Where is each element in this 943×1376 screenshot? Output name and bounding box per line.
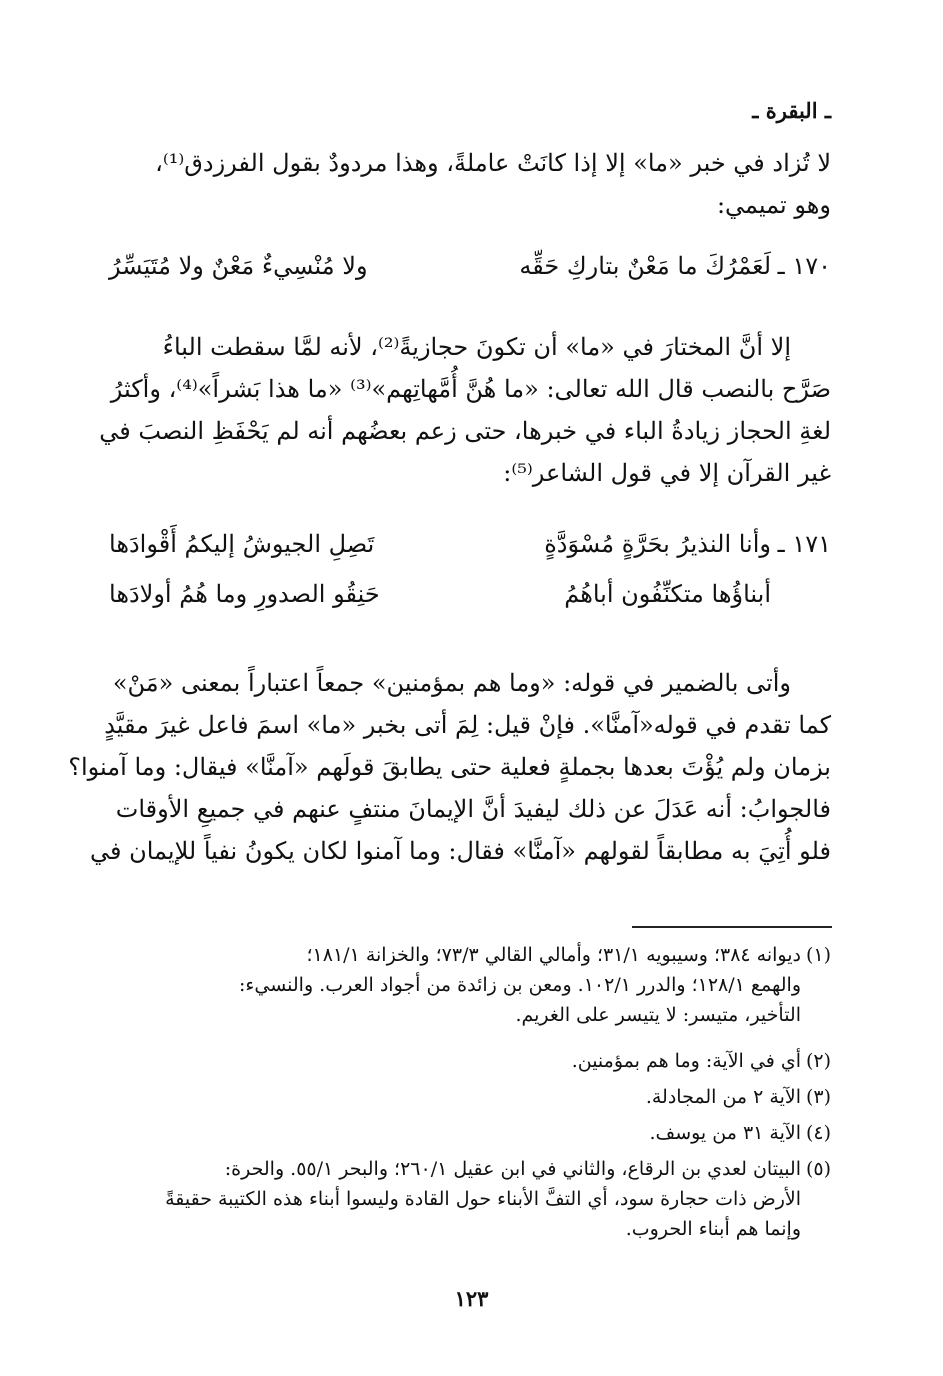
footnote-line: الآية ٢ من المجادلة. [645,1086,801,1108]
footnote-4 [109,1118,831,1148]
footnote-number: (٥) [805,1158,831,1180]
paragraph-line: لغةِ الحجاز زيادةُ الباء في خبرها، حتى زعم بعضُهم أنه لم يَحْفَظِ النصبَ في [99,417,831,445]
verse-170 [109,252,831,292]
page-number: ١٢٣ [454,1286,489,1311]
footnote-separator [632,926,832,928]
footnote-line: والهمع ١٢٨/١؛ والدرر ١٠٢/١. ومعن بن زائدة من أجواد العرب. والنسيء: [239,974,801,996]
paragraph-2 [99,326,831,494]
footnote-2 [109,1046,831,1076]
paragraph-line: وأتى بالضمير في قوله: «وما هم بمؤمنين» جمعاً اعتباراً بمعنى «مَنْ» [112,669,791,697]
footnote-line: الآية ٣١ من يوسف. [649,1122,801,1144]
footnote-line: البيتان لعدي بن الرقاع، والثاني في ابن عقيل ٢٦٠/١؛ والبحر ٥٥/١. والحرة: [224,1158,801,1180]
verse-hemistich-first: وأنا النذيرُ بحَرَّةٍ مُسْوَدَّةٍ [544,530,771,558]
footnote-number: (٢) [805,1050,831,1072]
footnote-line: وإنما هم أبناء الحروب. [625,1218,801,1240]
paragraph-line: بزمان ولم يُؤْتَ بعدها بجملةٍ فعلية حتى يطابقَ قولَهم «آمنَّا» فيقال: وما آمنوا؟ [68,753,831,781]
footnote-line: التأخير، متيسر: لا يتيسر على الغريم. [515,1004,801,1026]
paragraph-line: فلو أُتِيَ به مطابقاً لقولهم «آمنَّا» فقال: وما آمنوا لكان يكونُ نفياً للإيمان في [90,837,831,865]
footnote-number: (٤) [805,1122,831,1144]
verse-hemistich-second: ولا مُنْسِيءٌ مَعْنٌ ولا مُتَيَسِّرُ [109,252,368,280]
running-header: ـ البقرة ـ [752,98,831,123]
footnote-line: الأرض ذات حجارة سود، أي التفَّ الأبناء حول القادة وليسوا أبناء هذه الكتيبة حقيقةً [165,1188,801,1210]
verse-171-line-1 [109,530,831,570]
paragraph-line: لا تُزاد في خبر «ما» إلا إذا كانَتْ عاملةً، وهذا مردودٌ بقول الفرزدق⁽¹⁾، [155,149,831,177]
verse-171-line-2 [109,580,831,620]
footnote-line: أي في الآية: وما هم بمؤمنين. [571,1050,801,1072]
footnote-3 [109,1082,831,1112]
verse-hemistich-first: لَعَمْرُكَ ما مَعْنٌ بتاركِ حَقِّه [519,252,771,280]
footnote-5 [109,1154,831,1244]
paragraph-line: وهو تميمي: [716,191,831,219]
paragraph-line: كما تقدم في قوله«آمنَّا». فإنْ قيل: لِمَ أتى بخبر «ما» اسمَ فاعل غيرَ مقيَّدٍ [104,711,831,739]
verse-number: ١٧٠ ـ [777,252,831,280]
footnote-1 [109,940,831,1030]
footnote-number: (٣) [805,1086,831,1108]
paragraph-line: صَرَّح بالنصب قال الله تعالى: «ما هُنَّ أُمَّهاتِهم»⁽³⁾ «ما هذا بَشراً»⁽⁴⁾، وأكثرُ [110,375,831,403]
paragraph-line: غير القرآن إلا في قول الشاعر⁽⁵⁾: [503,459,831,487]
verse-hemistich-first: أبناؤُها متكنِّفُون أباهُمُ [564,580,771,608]
verse-number: ١٧١ ـ [777,530,831,558]
paragraph-line: فالجوابُ: أنه عَدَلَ عن ذلك ليفيدَ أنَّ الإيمانَ منتفٍ عنهم في جميعِ الأوقات [115,795,831,823]
footnote-line: ديوانه ٣٨٤؛ وسيبويه ٣١/١؛ وأمالي القالي ٧٣/٣؛ والخزانة ١٨١/١؛ [306,944,801,966]
paragraph-line: إلا أنَّ المختارَ في «ما» أن تكونَ حجازيةً⁽²⁾، لأنه لمَّا سقطت الباءُ [162,333,791,361]
paragraph-3 [68,662,831,872]
verse-hemistich-second: حَنِقُو الصدورِ وما هُمُ أولادَها [109,580,380,608]
verse-hemistich-second: تَصِلِ الجيوشُ إليكمُ أَقْوادَها [109,530,375,558]
footnote-number: (١) [805,944,831,966]
paragraph-1 [109,142,831,226]
